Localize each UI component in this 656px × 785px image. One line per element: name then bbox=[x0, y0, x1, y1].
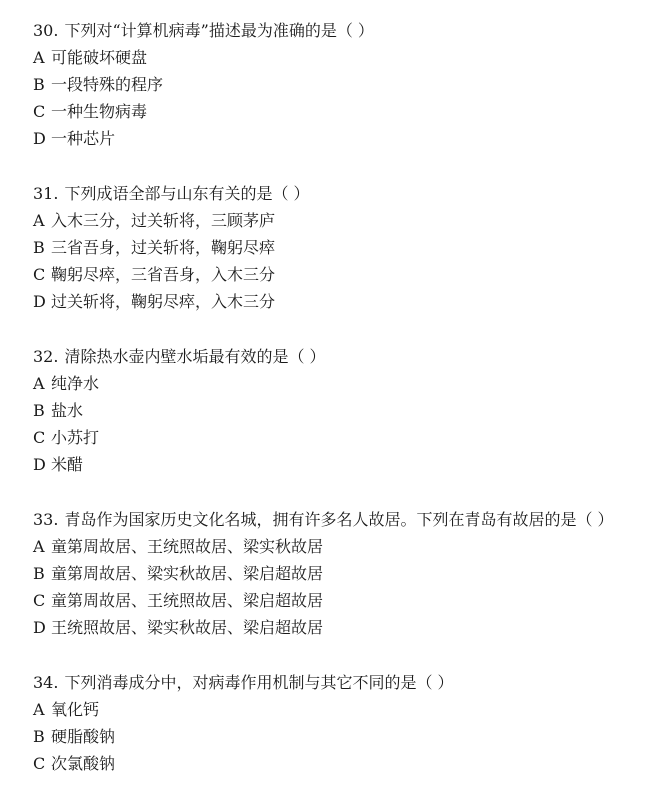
option-a bbox=[33, 696, 643, 723]
question-stem bbox=[33, 343, 643, 370]
option-letter: C bbox=[33, 754, 46, 773]
option-text: 米醋 bbox=[51, 455, 84, 474]
option-letter: D bbox=[33, 129, 46, 148]
option-letter: C bbox=[33, 265, 46, 284]
option-text: 硬脂酸钠 bbox=[51, 727, 116, 746]
question-number: 32. bbox=[33, 347, 59, 366]
option-d bbox=[33, 288, 643, 315]
option-text: 小苏打 bbox=[51, 428, 100, 447]
question-34 bbox=[33, 669, 643, 777]
option-a bbox=[33, 370, 643, 397]
option-text: 鞠躬尽瘁，三省吾身，入木三分 bbox=[51, 265, 276, 284]
option-letter: A bbox=[33, 700, 45, 719]
option-letter: A bbox=[33, 537, 45, 556]
option-letter: B bbox=[33, 727, 45, 746]
option-letter: C bbox=[33, 428, 46, 447]
option-text: 一段特殊的程序 bbox=[51, 75, 164, 94]
question-30 bbox=[33, 17, 643, 152]
option-letter: A bbox=[33, 48, 45, 67]
option-text: 一种芯片 bbox=[51, 129, 116, 148]
question-text: 下列对“计算机病毒”描述最为准确的是（ ） bbox=[64, 21, 374, 40]
option-text: 次氯酸钠 bbox=[51, 754, 116, 773]
question-stem bbox=[33, 669, 643, 696]
option-text: 盐水 bbox=[51, 401, 84, 420]
question-text: 青岛作为国家历史文化名城，拥有许多名人故居。下列在青岛有故居的是（ ） bbox=[64, 510, 614, 529]
option-text: 三省吾身，过关斩将，鞠躬尽瘁 bbox=[51, 238, 276, 257]
option-letter: B bbox=[33, 238, 45, 257]
option-d bbox=[33, 451, 643, 478]
option-text: 入木三分，过关斩将，三顾茅庐 bbox=[51, 211, 276, 230]
option-letter: D bbox=[33, 618, 46, 637]
option-text: 过关斩将，鞠躬尽瘁，入木三分 bbox=[51, 292, 276, 311]
option-text: 可能破坏硬盘 bbox=[51, 48, 148, 67]
option-a bbox=[33, 533, 643, 560]
question-33 bbox=[33, 506, 643, 641]
question-31 bbox=[33, 180, 643, 315]
question-number: 33. bbox=[33, 510, 59, 529]
option-text: 纯净水 bbox=[51, 374, 100, 393]
option-letter: D bbox=[33, 292, 46, 311]
question-stem bbox=[33, 506, 643, 533]
option-text: 童第周故居、梁实秋故居、梁启超故居 bbox=[51, 564, 324, 583]
option-text: 王统照故居、梁实秋故居、梁启超故居 bbox=[51, 618, 324, 637]
option-b bbox=[33, 234, 643, 261]
option-d bbox=[33, 614, 643, 641]
option-text: 一种生物病毒 bbox=[51, 102, 148, 121]
question-32 bbox=[33, 343, 643, 478]
option-c bbox=[33, 261, 643, 288]
option-text: 童第周故居、王统照故居、梁启超故居 bbox=[51, 591, 324, 610]
option-b bbox=[33, 397, 643, 424]
question-text: 下列消毒成分中，对病毒作用机制与其它不同的是（ ） bbox=[64, 673, 454, 692]
option-c bbox=[33, 587, 643, 614]
option-letter: D bbox=[33, 455, 46, 474]
question-text: 下列成语全部与山东有关的是（ ） bbox=[64, 184, 310, 203]
option-letter: B bbox=[33, 401, 45, 420]
option-b bbox=[33, 560, 643, 587]
question-number: 31. bbox=[33, 184, 59, 203]
option-letter: B bbox=[33, 564, 45, 583]
question-stem bbox=[33, 180, 643, 207]
option-text: 氧化钙 bbox=[51, 700, 100, 719]
option-a bbox=[33, 44, 643, 71]
option-b bbox=[33, 71, 643, 98]
option-c bbox=[33, 424, 643, 451]
option-letter: C bbox=[33, 102, 46, 121]
option-letter: A bbox=[33, 374, 45, 393]
question-number: 34. bbox=[33, 673, 59, 692]
question-stem bbox=[33, 17, 643, 44]
option-c bbox=[33, 750, 643, 777]
option-d bbox=[33, 125, 643, 152]
option-letter: C bbox=[33, 591, 46, 610]
option-text: 童第周故居、王统照故居、梁实秋故居 bbox=[51, 537, 324, 556]
question-number: 30. bbox=[33, 21, 59, 40]
question-text: 清除热水壶内壁水垢最有效的是（ ） bbox=[64, 347, 326, 366]
option-b bbox=[33, 723, 643, 750]
option-a bbox=[33, 207, 643, 234]
option-letter: B bbox=[33, 75, 45, 94]
option-c bbox=[33, 98, 643, 125]
option-letter: A bbox=[33, 211, 45, 230]
